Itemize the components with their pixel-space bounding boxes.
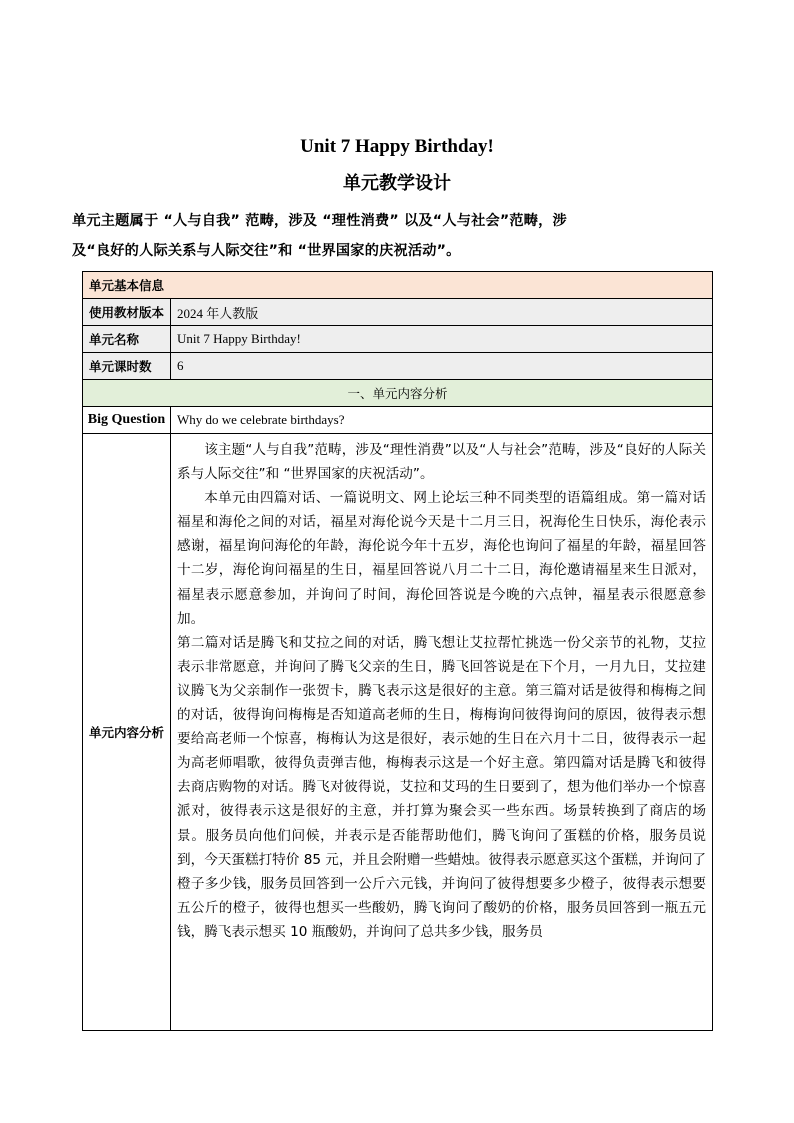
textbook-row (83, 299, 713, 326)
big-question-value: Why do we celebrate birthdays? (171, 407, 713, 434)
document-title-chinese: 单元教学设计 (343, 173, 451, 194)
textbook-label: 使用教材版本 (83, 299, 171, 326)
basic-info-header-row (83, 272, 713, 299)
intro-line: 单元主题属于 “人与自我” 范畴，涉及 “理性消费” 以及“人与社会”范畴，涉 (72, 213, 567, 229)
unit-info-table (82, 271, 713, 1031)
intro-line: 及“良好的人际关系与人际交往”和 “世界国家的庆祝活动”。 (72, 243, 461, 259)
textbook-value: 2024 年人教版 (171, 299, 713, 326)
hours-label: 单元课时数 (83, 353, 171, 380)
big-question-label: Big Question (83, 407, 171, 434)
analysis-paragraph: 本单元由四篇对话、一篇说明文、网上论坛三种不同类型的语篇组成。第一篇对话福星和海伦之间的对话，福星对海伦说今天是十二月三日，祝海伦生日快乐，海伦表示感谢，福星询问海伦的年龄，海伦说今年十五岁，海伦也询问了福星的年龄，福星回答十二岁，海伦询问福星的生日，福星回答说八月二十二日，海伦邀请福星来生日派对，福星表示愿意参加，并询问了时间，海伦回答说是今晚的六点钟，福星表示很愿意参加。 (177, 490, 706, 627)
unit-name-label: 单元名称 (83, 326, 171, 353)
analysis-paragraph: 第二篇对话是腾飞和艾拉之间的对话，腾飞想让艾拉帮忙挑选一份父亲节的礼物，艾拉表示非常愿意，并询问了腾飞父亲的生日，腾飞回答说是在下个月，一月九日，艾拉建议腾飞为父亲制作一张贺卡，腾飞表示这是很好的主意。第三篇对话是彼得和梅梅之间的对话，彼得询问梅梅是否知道高老师的生日，梅梅询问彼得询问的原因，彼得表示想要给高老师一个惊喜，梅梅认为这是很好，表示她的生日在六月十二日，彼得表示一起为高老师唱歌，彼得负责弹吉他，梅梅表示这是一个好主意。第四篇对话是腾飞和彼得去商店购物的对话。腾飞对彼得说，艾拉和艾玛的生日要到了，想为他们举办一个惊喜派对，彼得表示这是很好的主意，并打算为聚会买一些东西。场景转换到了商店的场景。服务员向他们问候，并表示是否能帮助他们，腾飞询问了蛋糕的价格，服务员说到，今天蛋糕打特价 85 元，并且会附赠一些蜡烛。彼得表示愿意买这个蛋糕，并询问了橙子多少钱，服务员回答到一公斤六元钱，并询问了彼得想要多少橙子，彼得表示想要五公斤的橙子，彼得也想买一些酸奶，腾飞询问了酸奶的价格，服务员回答到一瓶五元钱，腾飞表示想买 10 瓶酸奶，并询问了总共多少钱，服务员 (177, 634, 706, 940)
hours-row (83, 353, 713, 380)
unit-name-value: Unit 7 Happy Birthday! (171, 326, 713, 353)
analysis-content (171, 434, 713, 1031)
unit-name-row (83, 326, 713, 353)
section1-header-row (83, 380, 713, 407)
hours-value: 6 (171, 353, 713, 380)
analysis-paragraph: 该主题“人与自我”范畴，涉及“理性消费”以及“人与社会”范畴，涉及“良好的人际关系与人际交往”和 “世界国家的庆祝活动”。 (177, 442, 706, 483)
document-title-english: Unit 7 Happy Birthday! (300, 136, 494, 157)
basic-info-header: 单元基本信息 (83, 272, 713, 299)
analysis-label: 单元内容分析 (83, 434, 171, 1031)
intro-paragraph (72, 206, 722, 266)
analysis-row (83, 434, 713, 1031)
section1-header: 一、单元内容分析 (83, 380, 713, 407)
big-question-row (83, 407, 713, 434)
